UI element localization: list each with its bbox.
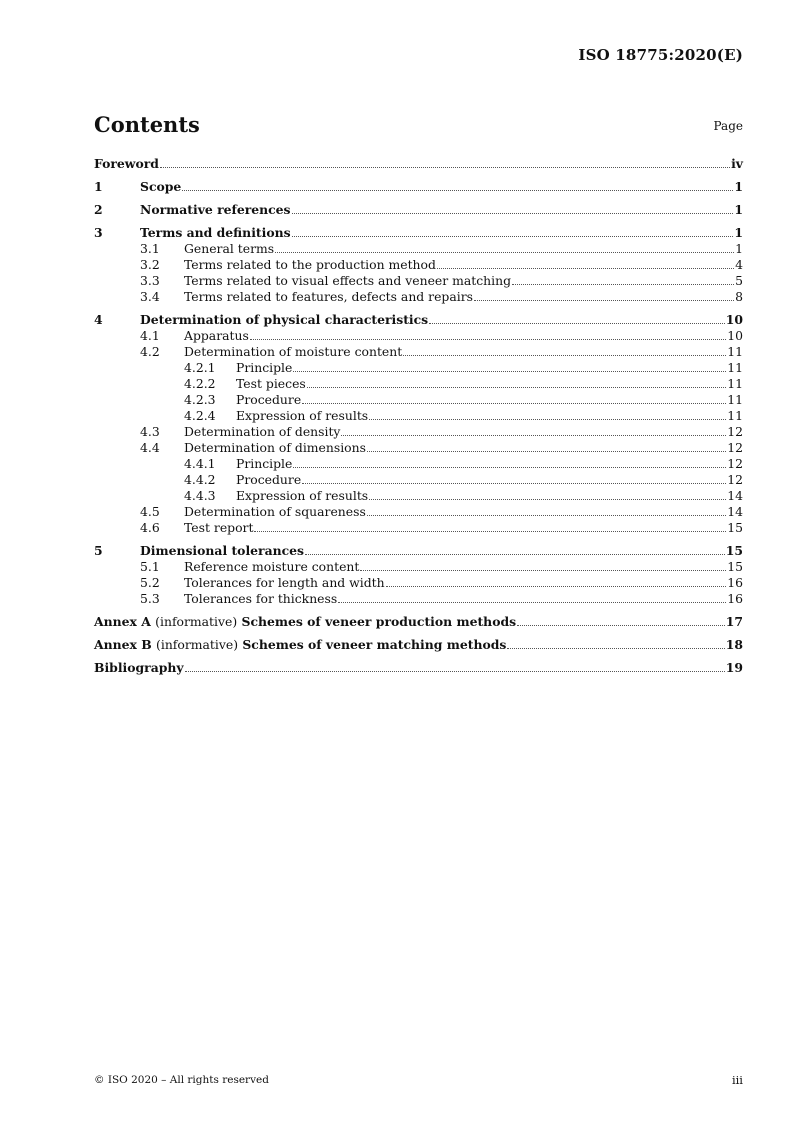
dot-leader (302, 403, 726, 404)
dot-leader (341, 435, 726, 436)
toc-entry-title: Test pieces (236, 376, 306, 391)
toc-entry-number: 4.2.2 (184, 376, 216, 391)
toc-entry-number: 1 (94, 179, 103, 194)
toc-entry-number: 3.1 (140, 241, 160, 256)
dot-leader (474, 300, 734, 301)
toc-entry-page: 11 (727, 360, 743, 375)
document-id: ISO 18775:2020(E) (578, 46, 743, 64)
toc-entry-title: Reference moisture content (184, 559, 360, 574)
toc-entry-title: Determination of squareness (184, 504, 366, 519)
toc-entry-page: 17 (725, 614, 743, 629)
dot-leader (185, 671, 725, 672)
dot-leader (182, 190, 733, 191)
dot-leader (367, 515, 726, 516)
dot-leader (338, 602, 726, 603)
toc-entry[interactable] (94, 156, 743, 172)
toc-entry-page: 1 (734, 225, 743, 240)
table-of-contents (94, 156, 743, 676)
toc-entry-title: Principle (236, 360, 293, 375)
page-column-label: Page (713, 119, 743, 133)
toc-entry-number: 5 (94, 543, 103, 558)
toc-entry[interactable] (94, 559, 743, 575)
contents-heading: Contents (94, 112, 200, 137)
toc-entry-title: Principle (236, 456, 293, 471)
toc-entry-page: 5 (735, 273, 743, 288)
annex-kind: (informative) (155, 614, 238, 629)
toc-entry-page: 8 (735, 289, 743, 304)
toc-entry-page: 11 (727, 344, 743, 359)
toc-entry[interactable] (94, 202, 743, 218)
toc-entry-page: 12 (727, 440, 743, 455)
toc-entry-page: 1 (734, 202, 743, 217)
toc-entry-page: 19 (725, 660, 743, 675)
toc-entry-number: 4.2 (140, 344, 160, 359)
toc-entry-page: 15 (727, 520, 743, 535)
dot-leader (250, 339, 726, 340)
toc-entry[interactable] (94, 543, 743, 559)
toc-entry-number: 3.3 (140, 273, 160, 288)
toc-entry-title: Foreword (94, 156, 159, 171)
toc-entry-page: 10 (727, 328, 743, 343)
toc-entry[interactable] (94, 614, 743, 630)
toc-entry-page: 11 (727, 376, 743, 391)
toc-entry-number: 4.4.2 (184, 472, 216, 487)
toc-entry-title: Determination of density (184, 424, 341, 439)
dot-leader (305, 554, 725, 555)
toc-entry-page: 4 (735, 257, 743, 272)
toc-entry[interactable] (94, 660, 743, 676)
annex-label: Annex A (94, 614, 151, 629)
toc-entry-page: 11 (727, 408, 743, 423)
toc-entry-number: 5.2 (140, 575, 160, 590)
toc-entry-number: 4.1 (140, 328, 160, 343)
toc-entry[interactable] (94, 440, 743, 456)
dot-leader (429, 323, 725, 324)
dot-leader (507, 648, 724, 649)
toc-entry[interactable] (94, 179, 743, 195)
dot-leader (160, 167, 730, 168)
annex-title: Schemes of veneer matching methods (242, 637, 507, 652)
dot-leader (386, 586, 727, 587)
toc-entry[interactable] (94, 225, 743, 241)
toc-entry[interactable] (94, 241, 743, 257)
toc-entry-page: 12 (727, 424, 743, 439)
toc-entry-page: 1 (734, 179, 743, 194)
dot-leader (512, 284, 734, 285)
toc-entry-title: Apparatus (184, 328, 249, 343)
toc-entry-title: Test report (184, 520, 254, 535)
toc-entry-title: General terms (184, 241, 275, 256)
toc-entry-page: 12 (727, 472, 743, 487)
toc-entry-title (94, 614, 516, 630)
toc-entry[interactable] (94, 392, 743, 408)
dot-leader (302, 483, 726, 484)
toc-entry-page: 15 (725, 543, 743, 558)
toc-entry-page: 10 (725, 312, 743, 327)
toc-entry[interactable] (94, 273, 743, 289)
dot-leader (369, 499, 726, 500)
toc-entry-page: 18 (725, 637, 743, 652)
toc-entry[interactable] (94, 408, 743, 424)
toc-entry-title (94, 637, 506, 653)
dot-leader (403, 355, 726, 356)
copyright-notice: © ISO 2020 – All rights reserved (94, 1074, 269, 1086)
toc-entry[interactable] (94, 575, 743, 591)
toc-entry[interactable] (94, 591, 743, 607)
toc-entry-number: 4.4 (140, 440, 160, 455)
toc-entry-title: Determination of moisture content (184, 344, 403, 359)
dot-leader (360, 570, 726, 571)
toc-entry-number: 4 (94, 312, 103, 327)
toc-entry-title: Procedure (236, 472, 302, 487)
toc-entry-title: Procedure (236, 392, 302, 407)
dot-leader (437, 268, 734, 269)
toc-entry[interactable] (94, 289, 743, 305)
toc-entry[interactable] (94, 344, 743, 360)
toc-entry-number: 3 (94, 225, 103, 240)
toc-entry-title: Terms and definitions (140, 225, 291, 240)
dot-leader (292, 213, 734, 214)
dot-leader (293, 371, 726, 372)
toc-entry-page: iv (731, 156, 743, 171)
toc-entry-number: 4.2.3 (184, 392, 216, 407)
toc-entry-title: Tolerances for length and width (184, 575, 385, 590)
dot-leader (293, 467, 726, 468)
toc-entry-title: Expression of results (236, 408, 369, 423)
annex-title: Schemes of veneer production methods (241, 614, 517, 629)
toc-entry-number: 3.4 (140, 289, 160, 304)
toc-entry-number: 5.1 (140, 559, 160, 574)
toc-entry-page: 16 (727, 575, 743, 590)
toc-entry-number: 4.4.1 (184, 456, 216, 471)
toc-entry[interactable] (94, 456, 743, 472)
toc-entry-page: 11 (727, 392, 743, 407)
toc-entry-number: 4.2.1 (184, 360, 216, 375)
toc-entry-page: 14 (727, 504, 743, 519)
dot-leader (254, 531, 726, 532)
dot-leader (369, 419, 726, 420)
dot-leader (292, 236, 734, 237)
toc-entry[interactable] (94, 488, 743, 504)
toc-entry-number: 4.2.4 (184, 408, 216, 423)
page-number: iii (731, 1073, 743, 1087)
dot-leader (517, 625, 725, 626)
toc-entry-title: Terms related to visual effects and veneer matching (184, 273, 512, 288)
toc-entry-title: Terms related to features, defects and repairs (184, 289, 473, 304)
toc-entry-number: 4.6 (140, 520, 160, 535)
toc-entry[interactable] (94, 376, 743, 392)
dot-leader (307, 387, 726, 388)
toc-entry[interactable] (94, 472, 743, 488)
annex-kind: (informative) (156, 637, 239, 652)
toc-entry-number: 2 (94, 202, 103, 217)
toc-entry-number: 5.3 (140, 591, 160, 606)
toc-entry[interactable] (94, 257, 743, 273)
dot-leader (275, 252, 734, 253)
toc-entry-title: Dimensional tolerances (140, 543, 305, 558)
toc-entry-title: Bibliography (94, 660, 184, 675)
toc-entry[interactable] (94, 360, 743, 376)
toc-entry-page: 12 (727, 456, 743, 471)
toc-entry-page: 14 (727, 488, 743, 503)
toc-entry[interactable] (94, 424, 743, 440)
toc-entry[interactable] (94, 328, 743, 344)
toc-entry[interactable] (94, 520, 743, 536)
toc-entry-title: Scope (140, 179, 182, 194)
toc-entry-page: 15 (727, 559, 743, 574)
toc-entry-title: Normative references (140, 202, 291, 217)
toc-entry-number: 4.3 (140, 424, 160, 439)
toc-entry-page: 1 (735, 241, 743, 256)
annex-label: Annex B (94, 637, 152, 652)
toc-entry-title: Expression of results (236, 488, 369, 503)
toc-entry-title: Determination of physical characteristics (140, 312, 429, 327)
toc-entry[interactable] (94, 504, 743, 520)
toc-entry-number: 4.5 (140, 504, 160, 519)
toc-entry-title: Terms related to the production method (184, 257, 436, 272)
toc-entry-number: 4.4.3 (184, 488, 216, 503)
toc-entry-title: Tolerances for thickness (184, 591, 338, 606)
toc-entry[interactable] (94, 637, 743, 653)
toc-entry-page: 16 (727, 591, 743, 606)
toc-entry-number: 3.2 (140, 257, 160, 272)
toc-entry-title: Determination of dimensions (184, 440, 366, 455)
toc-entry[interactable] (94, 312, 743, 328)
dot-leader (367, 451, 726, 452)
